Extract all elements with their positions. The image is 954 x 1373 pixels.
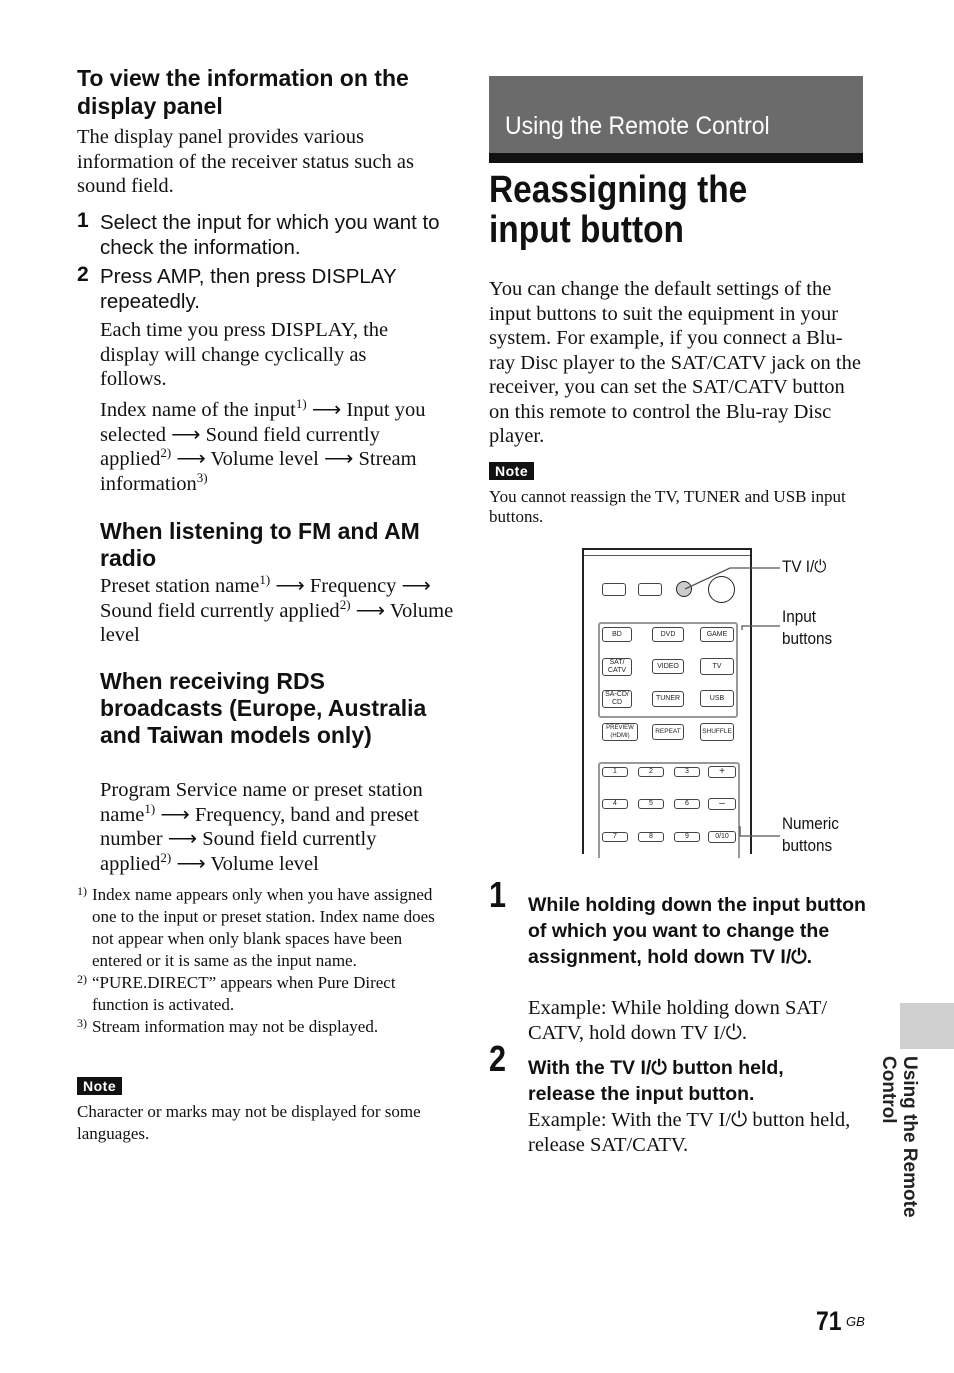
arrow-icon: ⟶ — [176, 852, 206, 875]
note-badge: Note — [77, 1077, 122, 1095]
remote-button-num: 0/10 — [708, 831, 736, 843]
seq-item: Volume level — [100, 599, 454, 646]
remote-button-tv: TV — [700, 658, 734, 675]
footnote-text: “PURE.DIRECT” appears when Pure Direct function is activated. — [92, 973, 396, 1014]
footnote-ref: 2) — [160, 445, 172, 461]
remote-button-video: VIDEO — [652, 659, 684, 674]
seq-item: Sound field currently applied — [100, 599, 340, 622]
remote-button-usb: USB — [700, 690, 734, 707]
footnote-ref: 1) — [295, 396, 307, 412]
seq-item: Sound field currently applied — [100, 828, 377, 875]
seq-item: Stream information — [100, 448, 417, 495]
footnote-ref: 1) — [259, 572, 271, 588]
arrow-icon: ⟶ — [275, 575, 305, 597]
footnote-mark: 1) — [77, 884, 87, 898]
seq-item: Index name of the input — [100, 399, 296, 421]
remote-button-game: GAME — [700, 627, 734, 642]
arrow-icon: ⟶ — [355, 599, 386, 622]
seq-item: Frequency — [309, 575, 397, 597]
remote-button-num: 3 — [674, 767, 700, 777]
display-sequence — [100, 398, 450, 496]
remote-button-num: 2 — [638, 767, 664, 777]
page-number: 71 — [816, 1306, 842, 1336]
footnote-ref: 2) — [160, 849, 172, 865]
remote-button-preview: PREVIEW (HDMI) — [602, 723, 638, 741]
seq-item: Volume level — [210, 852, 319, 875]
footnote-mark: 2) — [77, 972, 87, 986]
seq-item: Sound field currently applied — [100, 423, 380, 470]
section-banner-title: Using the Remote Control — [505, 112, 770, 140]
step-text: Select the input for which you want to check the information. — [100, 211, 440, 259]
callout-line-numeric — [740, 826, 780, 836]
step-number: 2 — [489, 1038, 507, 1079]
arrow-icon: ⟶ — [160, 803, 190, 826]
rds-sequence — [100, 778, 450, 876]
seq-item: Preset station name — [100, 575, 260, 597]
remote-top-button — [638, 583, 662, 596]
side-tab-label-wrap — [874, 1056, 934, 1256]
step-number: 1 — [489, 874, 507, 915]
step-instruction: While holding down the input button of which you want to change the assignment, hold down TV I/⏻. — [528, 894, 866, 968]
remote-button-sacd: SA-CD/ CD — [602, 690, 632, 708]
fm-sequence — [100, 574, 455, 648]
intro-paragraph: You can change the default settings of the input buttons to suit the equipment in your system. For example, if you connect a Blu-ray Disc player to the SAT/CATV jack on the receiver, you can set the SAT/CATV button on this remote to control the Blu-ray Disc player. — [489, 278, 861, 447]
remote-top-button — [602, 583, 626, 596]
remote-button-dvd: DVD — [652, 627, 684, 642]
footnote-text: Stream information may not be displayed. — [92, 1017, 379, 1036]
note-badge: Note — [489, 462, 534, 480]
remote-button-num: 4 — [602, 799, 628, 809]
remote-button-shuffle: SHUFFLE — [700, 723, 734, 741]
footnote-mark: 3) — [77, 1016, 87, 1030]
section-banner — [489, 76, 863, 163]
callout-label-numeric: Numeric buttons — [782, 814, 839, 855]
step-instruction: With the TV I/⏻ button held, release the input button. — [528, 1057, 784, 1105]
remote-button-bd: BD — [602, 627, 632, 642]
footnote-item — [77, 972, 447, 1016]
step-example: Example: While holding down SAT/ CATV, hold down TV I/⏻. — [528, 997, 828, 1044]
remote-button-volume-down: – — [708, 798, 736, 810]
remote-button-satcatv: SAT/ CATV — [602, 658, 632, 676]
seq-item: Frequency, band and preset number — [100, 803, 419, 850]
footnote-ref: 2) — [339, 596, 351, 612]
footnote-item — [77, 1016, 447, 1038]
remote-button-num: 6 — [674, 799, 700, 809]
remote-button-num: 8 — [638, 832, 664, 842]
arrow-icon: ⟶ — [167, 828, 198, 850]
footnote-ref: 3) — [196, 469, 208, 485]
remote-button-repeat: REPEAT — [652, 724, 684, 740]
footnote-ref: 1) — [144, 800, 156, 816]
callout-line-tv — [685, 568, 780, 589]
side-tab — [900, 1003, 954, 1049]
subheading-rds: When receiving RDS broadcasts (Europe, Australia and Taiwan models only) — [100, 668, 427, 748]
step-number: 1 — [77, 209, 89, 232]
step-text: Press AMP, then press DISPLAY repeatedly. — [100, 265, 397, 313]
step-number: 2 — [77, 263, 89, 286]
remote-button-num: 9 — [674, 832, 700, 842]
remote-button-tuner: TUNER — [652, 691, 684, 707]
section-heading: To view the information on the display panel — [77, 65, 409, 119]
remote-button-num: 7 — [602, 832, 628, 842]
seq-item: Input you selected — [100, 399, 426, 446]
callout-label-tv: TV I/⏻ — [782, 557, 827, 576]
footnotes — [77, 884, 447, 1038]
remote-button-num: 1 — [602, 767, 628, 777]
arrow-icon: ⟶ — [311, 399, 342, 421]
seq-item: Program Service name or preset station name — [100, 779, 423, 826]
callout-line-input — [742, 626, 780, 630]
arrow-icon: ⟶ — [401, 575, 431, 597]
arrow-icon: ⟶ — [176, 448, 206, 470]
callout-lines — [680, 556, 785, 846]
arrow-icon: ⟶ — [323, 448, 354, 470]
callout-label-input: Input buttons — [782, 607, 833, 648]
side-tab-label: Using the Remote Control — [878, 1056, 920, 1218]
note-text: You cannot reassign the TV, TUNER and USB input buttons. — [489, 487, 846, 526]
step-detail: Each time you press DISPLAY, the display will change cyclically as follows. — [100, 319, 389, 390]
intro-paragraph: The display panel provides various information of the receiver status such as sound field. — [77, 126, 414, 197]
footnote-item — [77, 884, 447, 972]
step-example: Example: With the TV I/⏻ button held, release SAT/CATV. — [528, 1109, 851, 1156]
page-title: Reassigning the input button — [489, 169, 748, 251]
seq-item: Volume level — [210, 448, 319, 470]
remote-button-num: 5 — [638, 799, 664, 809]
note-text: Character or marks may not be displayed for some languages. — [77, 1102, 421, 1143]
remote-button-volume-up: + — [708, 766, 736, 778]
page-suffix: GB — [846, 1314, 865, 1329]
footnote-text: Index name appears only when you have assigned one to the input or preset station. Index name does not appear when only blank spaces have been entered or it is same as the input name. — [92, 885, 435, 970]
subheading-fm: When listening to FM and AM radio — [100, 518, 420, 571]
arrow-icon: ⟶ — [171, 423, 201, 446]
